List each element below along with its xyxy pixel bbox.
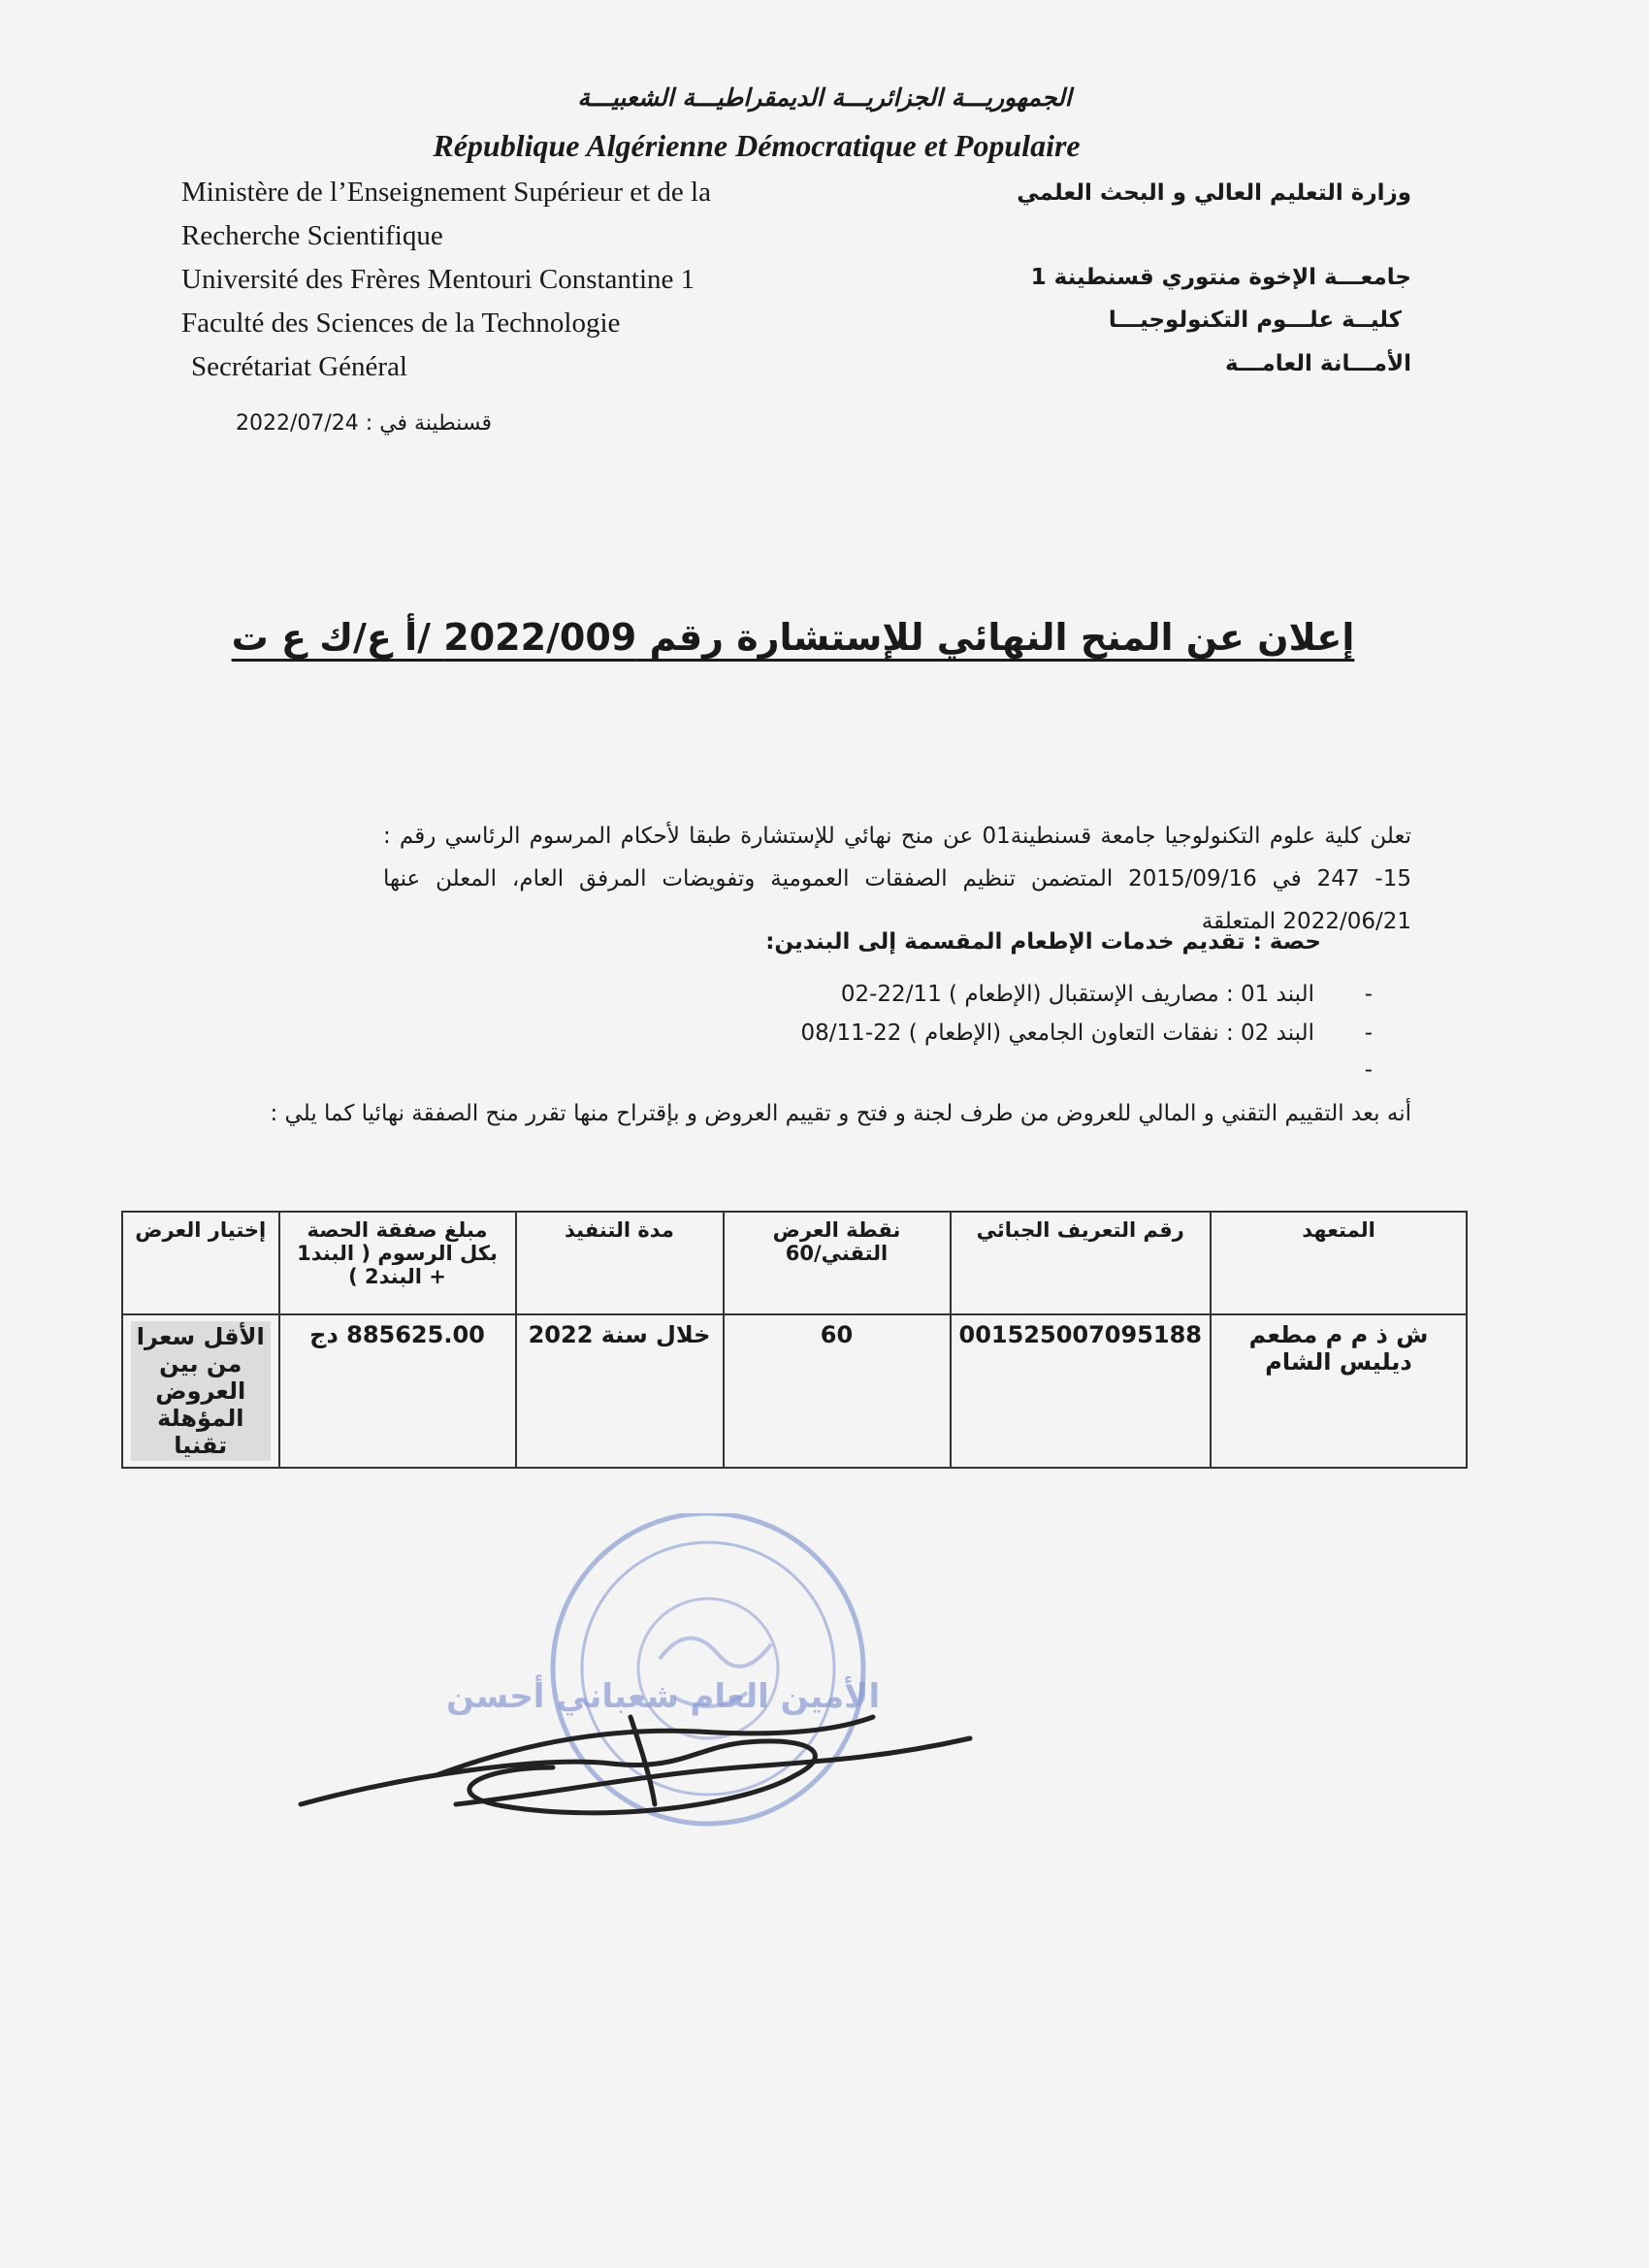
award-table [121, 1211, 1468, 1469]
header-bidder: المتعهد [1211, 1212, 1467, 1314]
item-2: البند 02 : نفقات التعاون الجامعي (الإطعام ) 22-08/11 [800, 1021, 1314, 1046]
cell-selection [122, 1314, 279, 1468]
ministry-line-ar: وزارة التعليم العالي و البحث العلمي [1017, 180, 1411, 206]
lot-heading: حصة : تقديم خدمات الإطعام المقسمة إلى البندين: [765, 929, 1321, 955]
table-header-row [122, 1212, 1467, 1314]
header-technical-score: نقطة العرض التقني/60 [724, 1212, 951, 1314]
cell-amount: 885625.00 دج [279, 1314, 516, 1468]
cell-technical-score: 60 [724, 1314, 951, 1468]
bullet-dash: - [1364, 1021, 1373, 1046]
intro-paragraph: تعلن كلية علوم التكنولوجيا جامعة قسنطينة01 عن منح نهائي للإستشارة طبقا لأحكام المرسوم الرئاسي رقم : 15- 247 في 2015/09/16 المتضمن تنظيم الصفقات العمومية وتفويضات المرفق العام، المعلن عنها 2022/06/21 المتعلقة [383, 824, 1411, 934]
ministry-line-fr: Ministère de l’Enseignement Supérieur et de la [181, 177, 711, 208]
header-tax-id: رقم التعريف الجبائي [951, 1212, 1212, 1314]
table-row [122, 1314, 1467, 1468]
cell-duration: خلال سنة 2022 [516, 1314, 724, 1468]
secretariat-line-ar: الأمـــانة العامـــة [1225, 351, 1411, 376]
republic-arabic: الجمهوريـــة الجزائريـــة الديمقراطيـــة الشعبيـــة [577, 83, 1072, 112]
stamp-seal-icon [553, 1513, 863, 1824]
header-amount: مبلغ صفقة الحصة بكل الرسوم ( البند1 + البند2 ) [279, 1212, 516, 1314]
document-date: قسنطينة في : 2022/07/24 [236, 411, 492, 436]
header-selection: إختيار العرض [122, 1212, 279, 1314]
official-stamp [291, 1513, 1009, 1882]
decision-paragraph: أنه بعد التقييم التقني و المالي للعروض من طرف لجنة و فتح و تقييم العروض و بإقتراح منها تقرر منح الصفقة نهائيا كما يلي : [270, 1101, 1411, 1126]
university-line-fr: Université des Frères Mentouri Constantine 1 [181, 264, 695, 295]
stamp-text: الأمين العام شعباني أحسن [446, 1677, 881, 1716]
cell-bidder: ش ذ م م مطعم ديليس الشام [1211, 1314, 1467, 1468]
faculty-line-fr: Faculté des Sciences de la Technologie [181, 308, 621, 339]
republic-french: République Algérienne Démocratique et Populaire [433, 128, 1081, 163]
header-duration: مدة التنفيذ [516, 1212, 724, 1314]
bullet-dash: - [1364, 1057, 1373, 1083]
research-line-fr: Recherche Scientifique [181, 220, 443, 251]
item-1: البند 01 : مصاريف الإستقبال (الإطعام ) 22/11-02 [840, 982, 1314, 1007]
bullet-dash: - [1364, 982, 1373, 1007]
faculty-line-ar: كليــة علـــوم التكنولوجيـــا [1108, 308, 1402, 333]
signature-icon [301, 1717, 970, 1813]
cell-tax-id: 001525007095188 [951, 1314, 1212, 1468]
secretariat-line-fr: Secrétariat Général [191, 351, 407, 382]
university-line-ar: جامعـــة الإخوة منتوري قسنطينة 1 [1030, 265, 1411, 290]
announcement-title: إعلان عن المنح النهائي للإستشارة رقم 2022/009 /أ ع/ك ع ت [231, 616, 1355, 659]
selection-highlight: الأقل سعرا من بين العروض المؤهلة تقنيا [131, 1321, 271, 1461]
